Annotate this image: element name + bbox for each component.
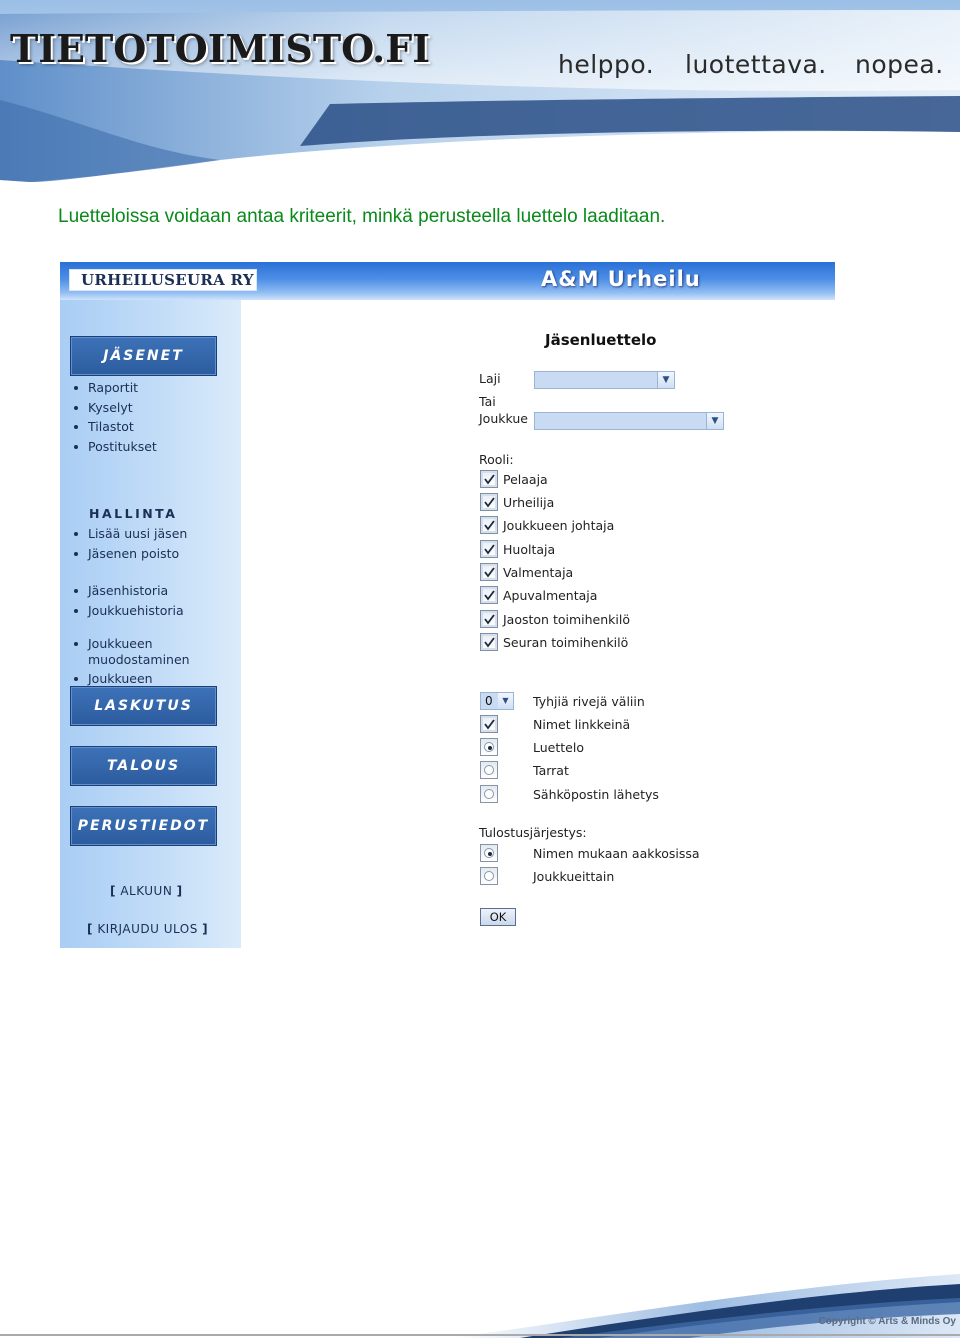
output-radio-sahkoposti[interactable]	[480, 785, 498, 803]
radio-dot-icon	[488, 852, 492, 856]
checkmark-icon	[483, 613, 496, 626]
hallinta-heading: HALLINTA	[89, 506, 178, 521]
nav-button-laskutus[interactable]: LASKUTUS	[70, 686, 217, 726]
checkmark-icon	[483, 543, 496, 556]
role-label-urheilija: Urheilija	[503, 495, 555, 510]
chevron-down-icon: ▼	[498, 693, 513, 709]
hallinta-menu	[74, 524, 187, 563]
footer-banner	[0, 1268, 960, 1338]
radio-ring-icon	[484, 848, 494, 858]
sidebar-item-tilastot[interactable]: Tilastot	[74, 417, 157, 437]
header-banner	[0, 0, 960, 190]
sidebar-item-team-history[interactable]: Joukkuehistoria	[74, 601, 184, 621]
output-label-tarrat: Tarrat	[533, 763, 569, 778]
slogan-helppo: helppo.	[558, 50, 655, 79]
alkuun-link-label: ALKUUN	[120, 884, 173, 898]
sort-label-alphabetical: Nimen mukaan aakkosissa	[533, 846, 700, 861]
history-menu	[74, 581, 184, 620]
role-checkbox-pelaaja[interactable]	[480, 470, 498, 488]
laji-label: Laji	[479, 371, 501, 386]
output-label-sahkoposti: Sähköpostin lähetys	[533, 787, 659, 802]
nav-button-talous[interactable]: TALOUS	[70, 746, 217, 786]
checkmark-icon	[483, 496, 496, 509]
slogan-luotettava: luotettava.	[685, 50, 827, 79]
role-checkbox-jaoston-toimihenkilo[interactable]	[480, 610, 498, 628]
checkmark-icon	[483, 519, 496, 532]
role-checkbox-urheilija[interactable]	[480, 493, 498, 511]
radio-ring-icon	[484, 765, 494, 775]
footer-swoosh	[0, 1268, 960, 1338]
names-as-links-checkbox[interactable]	[480, 715, 498, 733]
jasenet-menu	[74, 378, 157, 456]
role-checkbox-apuvalmentaja[interactable]	[480, 586, 498, 604]
role-label-apuvalmentaja: Apuvalmentaja	[503, 588, 598, 603]
role-label-joukkueen-johtaja: Joukkueen johtaja	[503, 518, 615, 533]
nav-button-perustiedot[interactable]: PERUSTIEDOT	[70, 806, 217, 846]
alkuun-link[interactable]: [ ALKUUN ]	[110, 884, 183, 898]
chevron-down-icon: ▼	[706, 413, 723, 429]
radio-ring-icon	[484, 871, 494, 881]
sidebar-item-raportit[interactable]: Raportit	[74, 378, 157, 398]
role-label-jaoston-toimihenkilo: Jaoston toimihenkilö	[503, 612, 630, 627]
slogan-nopea: nopea.	[855, 50, 944, 79]
checkmark-icon	[483, 566, 496, 579]
ok-button[interactable]: OK	[480, 908, 516, 926]
nav-button-jasenet[interactable]: JÄSENET	[70, 336, 217, 376]
joukkue-select[interactable]	[534, 412, 724, 430]
sidebar-item-team-dates[interactable]: Joukkueen	[74, 671, 204, 703]
names-as-links-label: Nimet linkkeinä	[533, 717, 631, 732]
joukkue-label: Joukkue	[479, 411, 528, 426]
role-checkbox-joukkueen-johtaja[interactable]	[480, 516, 498, 534]
role-checkbox-seuran-toimihenkilo[interactable]	[480, 633, 498, 651]
role-checkbox-huoltaja[interactable]	[480, 540, 498, 558]
sort-label-by-team: Joukkueittain	[533, 869, 615, 884]
role-label-huoltaja: Huoltaja	[503, 542, 556, 557]
app-header	[60, 262, 835, 300]
org-name: URHEILUSEURA RY	[69, 269, 257, 291]
sidebar-item-member-history[interactable]: Jäsenhistoria	[74, 581, 184, 601]
tai-label: Tai	[479, 394, 496, 409]
role-label-seuran-toimihenkilo: Seuran toimihenkilö	[503, 635, 629, 650]
sidebar-item-team-forming[interactable]: Joukkueen muodostaminen	[74, 636, 204, 668]
copyright-text: Copyright © Arts & Minds Oy	[818, 1316, 956, 1327]
output-label-luettelo: Luettelo	[533, 740, 584, 755]
caption-text: Luetteloissa voidaan antaa kriteerit, minkä perusteella luettelo laaditaan.	[58, 206, 666, 227]
chevron-down-icon: ▼	[657, 372, 674, 388]
empty-rows-label: Tyhjiä rivejä väliin	[533, 694, 645, 709]
sort-label: Tulostusjärjestys:	[479, 825, 587, 840]
sort-radio-by-team[interactable]	[480, 867, 498, 885]
role-label-pelaaja: Pelaaja	[503, 472, 548, 487]
logout-link[interactable]: [ KIRJAUDU ULOS ]	[87, 922, 209, 936]
output-radio-luettelo[interactable]	[480, 738, 498, 756]
app-name: A&M Urheilu	[541, 267, 701, 291]
logout-link-label: KIRJAUDU ULOS	[97, 922, 198, 936]
checkmark-icon	[483, 718, 496, 731]
checkmark-icon	[483, 636, 496, 649]
sidebar-item-add-member[interactable]: Lisää uusi jäsen	[74, 524, 187, 544]
radio-ring-icon	[484, 789, 494, 799]
empty-rows-select[interactable]	[480, 692, 514, 710]
sort-radio-alphabetical[interactable]	[480, 844, 498, 862]
sidebar-item-kyselyt[interactable]: Kyselyt	[74, 398, 157, 418]
rooli-label: Rooli:	[479, 452, 514, 467]
output-radio-tarrat[interactable]	[480, 761, 498, 779]
sidebar-item-postitukset[interactable]: Postitukset	[74, 437, 157, 457]
brand-logo: TIETOTOIMISTO.FI	[10, 26, 430, 71]
empty-rows-value: 0	[485, 694, 493, 708]
checkmark-icon	[483, 473, 496, 486]
form-title: Jäsenluettelo	[545, 331, 657, 349]
radio-ring-icon	[484, 742, 494, 752]
role-checkbox-valmentaja[interactable]	[480, 563, 498, 581]
app-window	[60, 262, 835, 948]
sidebar-item-remove-member[interactable]: Jäsenen poisto	[74, 544, 187, 564]
radio-dot-icon	[488, 746, 492, 750]
main-content	[241, 300, 835, 948]
role-label-valmentaja: Valmentaja	[503, 565, 574, 580]
sidebar	[60, 300, 241, 948]
laji-select[interactable]	[534, 371, 675, 389]
checkmark-icon	[483, 589, 496, 602]
